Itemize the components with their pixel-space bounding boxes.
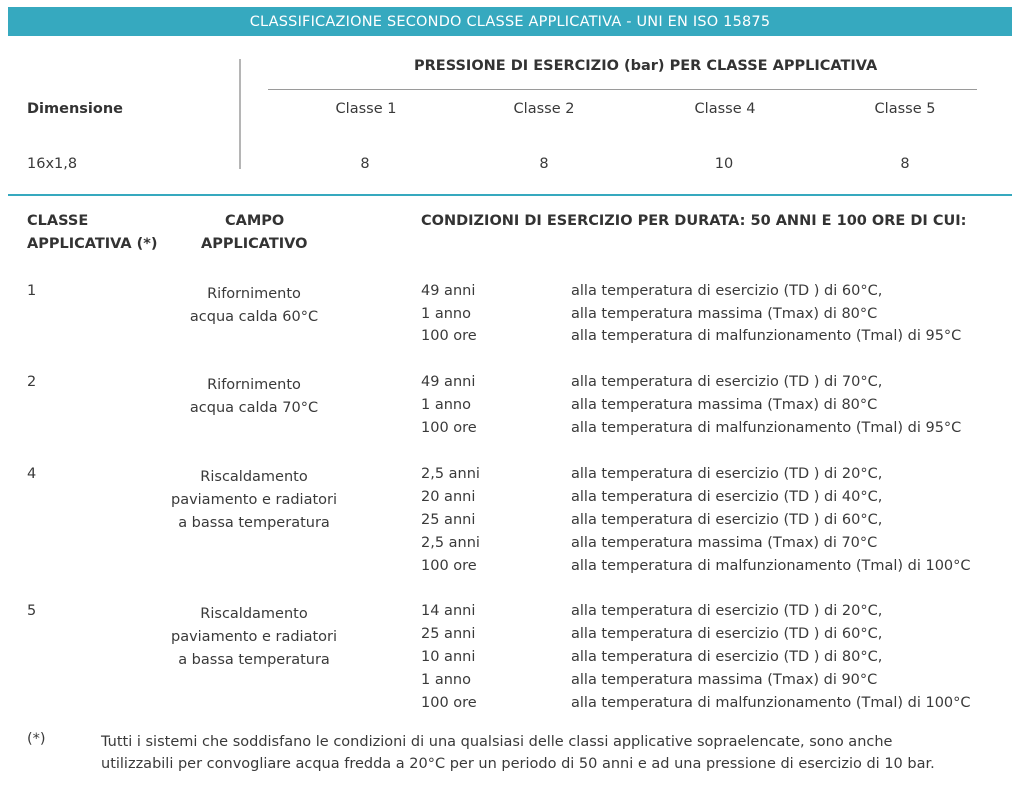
row-class-4-number: 4 bbox=[27, 466, 37, 482]
vertical-divider bbox=[239, 59, 241, 169]
row-class-4-condition: alla temperatura di esercizio (TD ) di 20°C, bbox=[571, 466, 883, 482]
row-class-4-duration: 20 anni bbox=[421, 489, 476, 505]
col-class-header-line1: CLASSE bbox=[27, 213, 89, 229]
row-class-5-condition: alla temperatura massima (Tmax) di 90°C bbox=[571, 672, 878, 688]
row-class-2-duration: 100 ore bbox=[421, 420, 477, 436]
row-class-2-field: Rifornimento acqua calda 70°C bbox=[189, 377, 319, 416]
col-field-header-line1: CAMPO bbox=[225, 213, 285, 229]
class-header-1: Classe 1 bbox=[335, 101, 397, 117]
row-class-5-duration: 100 ore bbox=[421, 695, 477, 711]
row-class-4-condition: alla temperatura di esercizio (TD ) di 40°C, bbox=[571, 489, 883, 505]
row-class-1-number: 1 bbox=[27, 283, 37, 299]
row-class-4-duration: 100 ore bbox=[421, 558, 477, 574]
row-class-1-duration: 100 ore bbox=[421, 328, 477, 344]
row-class-2-number: 2 bbox=[27, 374, 37, 390]
row-class-1-duration: 1 anno bbox=[421, 306, 471, 322]
header-divider bbox=[268, 89, 977, 90]
row-class-5-duration: 10 anni bbox=[421, 649, 476, 665]
dimension-header: Dimensione bbox=[27, 101, 123, 117]
row-class-4-condition: alla temperatura massima (Tmax) di 70°C bbox=[571, 535, 878, 551]
row-class-1-condition: alla temperatura di esercizio (TD ) di 60°C, bbox=[571, 283, 883, 299]
col-field-header-line2: APPLICATIVO bbox=[201, 236, 308, 252]
class-header-5: Classe 5 bbox=[874, 101, 936, 117]
row-class-2-condition: alla temperatura di esercizio (TD ) di 70°C, bbox=[571, 374, 883, 390]
section-banner: CLASSIFICAZIONE SECONDO CLASSE APPLICATIVA - UNI EN ISO 15875 bbox=[8, 7, 1012, 36]
pressure-value-class-5: 8 bbox=[900, 156, 910, 172]
row-class-4-field: Riscaldamento paviamento e radiatori a bassa temperatura bbox=[170, 469, 338, 531]
row-class-5-condition: alla temperatura di esercizio (TD ) di 60°C, bbox=[571, 626, 883, 642]
dimension-value: 16x1,8 bbox=[27, 156, 78, 172]
row-class-1-condition: alla temperatura massima (Tmax) di 80°C bbox=[571, 306, 878, 322]
row-class-4-condition: alla temperatura di esercizio (TD ) di 60°C, bbox=[571, 512, 883, 528]
row-class-4-duration: 2,5 anni bbox=[421, 466, 480, 482]
row-class-5-duration: 14 anni bbox=[421, 603, 476, 619]
row-class-4-duration: 25 anni bbox=[421, 512, 476, 528]
class-header-2: Classe 2 bbox=[513, 101, 575, 117]
class-header-4: Classe 4 bbox=[694, 101, 756, 117]
row-class-2-condition: alla temperatura di malfunzionamento (Tmal) di 95°C bbox=[571, 420, 962, 436]
col-conditions-header: CONDIZIONI DI ESERCIZIO PER DURATA: 50 ANNI E 100 ORE DI CUI: bbox=[421, 213, 967, 229]
row-class-4-duration: 2,5 anni bbox=[421, 535, 480, 551]
row-class-1-duration: 49 anni bbox=[421, 283, 476, 299]
row-class-2-condition: alla temperatura massima (Tmax) di 80°C bbox=[571, 397, 878, 413]
row-class-4-condition: alla temperatura di malfunzionamento (Tmal) di 100°C bbox=[571, 558, 971, 574]
pressure-value-class-1: 8 bbox=[360, 156, 370, 172]
footnote-text: Tutti i sistemi che soddisfano le condizioni di una qualsiasi delle classi applicative sopraelencate, sono anche utilizzabili per convogliare acqua fredda a 20°C per un periodo di 50 anni e ad una pressione di esercizio di 10 bar. bbox=[101, 734, 935, 772]
row-class-5-duration: 25 anni bbox=[421, 626, 476, 642]
section-divider bbox=[8, 194, 1012, 196]
row-class-1-condition: alla temperatura di malfunzionamento (Tmal) di 95°C bbox=[571, 328, 962, 344]
row-class-5-condition: alla temperatura di esercizio (TD ) di 20°C, bbox=[571, 603, 883, 619]
pressure-value-class-2: 8 bbox=[539, 156, 549, 172]
row-class-2-duration: 49 anni bbox=[421, 374, 476, 390]
col-class-header-line2: APPLICATIVA (*) bbox=[27, 236, 158, 252]
row-class-2-duration: 1 anno bbox=[421, 397, 471, 413]
pressure-value-class-4: 10 bbox=[714, 156, 734, 172]
row-class-1-field: Rifornimento acqua calda 60°C bbox=[189, 286, 319, 325]
row-class-5-duration: 1 anno bbox=[421, 672, 471, 688]
row-class-5-field: Riscaldamento paviamento e radiatori a bassa temperatura bbox=[170, 606, 338, 668]
row-class-5-condition: alla temperatura di malfunzionamento (Tmal) di 100°C bbox=[571, 695, 971, 711]
row-class-5-number: 5 bbox=[27, 603, 37, 619]
row-class-5-condition: alla temperatura di esercizio (TD ) di 80°C, bbox=[571, 649, 883, 665]
pressure-group-header: PRESSIONE DI ESERCIZIO (bar) PER CLASSE APPLICATIVA bbox=[414, 58, 878, 74]
footnote-mark: (*) bbox=[27, 731, 46, 747]
